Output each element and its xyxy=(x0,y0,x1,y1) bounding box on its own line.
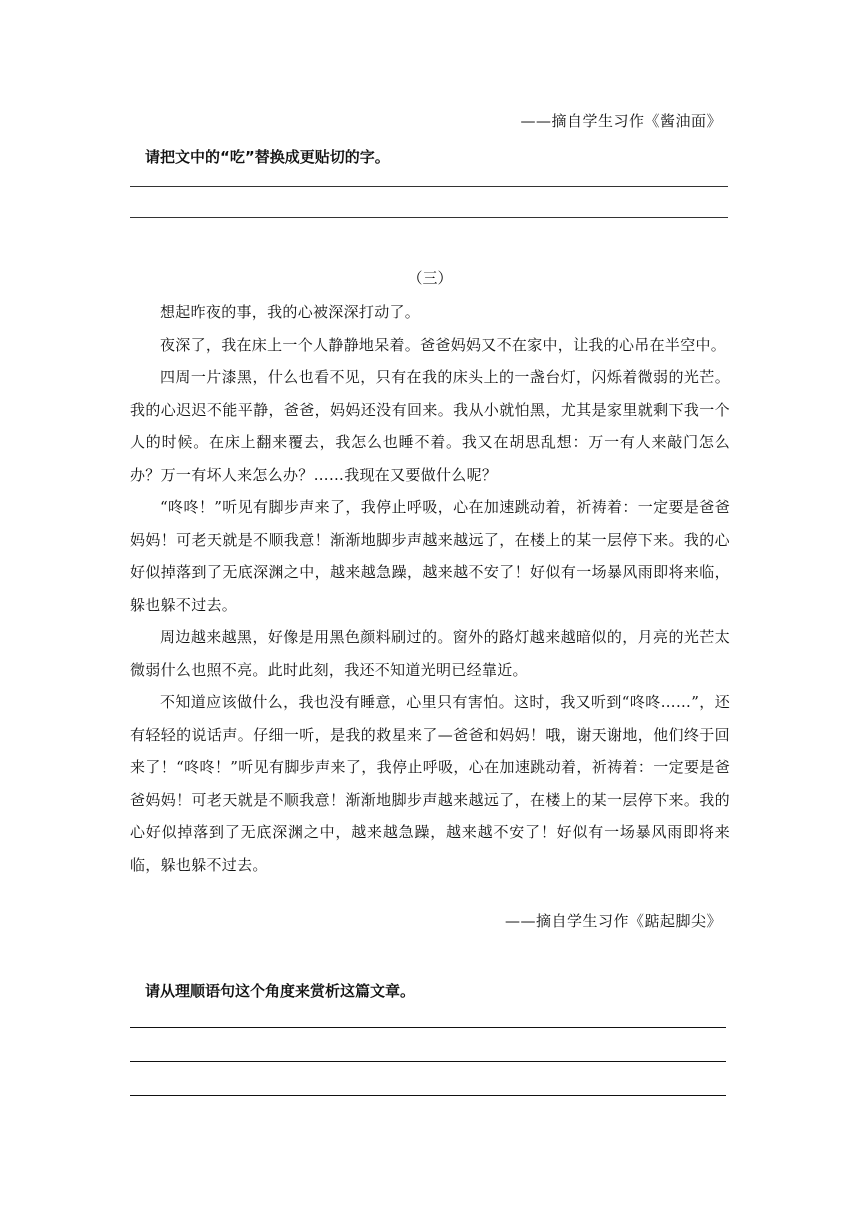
question-replace-word: 请把文中的“吃”替换成更贴切的字。 xyxy=(145,148,390,166)
passage xyxy=(130,296,730,881)
passage-paragraph: 周边越来越黑，好像是用黑色颜料刷过的。窗外的路灯越来越暗似的，月亮的光芒太微弱什么也照不亮。此时此刻，我还不知道光明已经靠近。 xyxy=(130,628,730,679)
passage-paragraph: “咚咚！”听见有脚步声来了，我停止呼吸，心在加速跳动着，祈祷着：一定要是爸爸妈妈！可老天就是不顺我意！渐渐地脚步声越来越远了，在楼上的某一层停下来。我的心好似掉落到了无底深渊之中，越来越急躁，越来越不安了！好似有一场暴风雨即将来临，躲也躲不过去。 xyxy=(130,498,730,614)
question-appreciate-article: 请从理顺语句这个角度来赏析这篇文章。 xyxy=(145,982,416,1000)
section-title: （三） xyxy=(407,269,453,287)
attribution-soy-noodles: ——摘自学生习作《酱油面》 xyxy=(520,112,722,130)
passage-paragraph: 想起昨夜的事，我的心被深深打动了。 xyxy=(160,303,421,321)
attribution-tiptoe: ——摘自学生习作《踮起脚尖》 xyxy=(504,912,722,930)
passage-paragraph: 四周一片漆黑，什么也看不见，只有在我的床头上的一盏台灯，闪烁着微弱的光芒。我的心迟迟不能平静，爸爸，妈妈还没有回来。我从小就怕黑，尤其是家里就剩下我一个人的时候。在床上翻来覆去，我怎么也睡不着。我又在胡思乱想：万一有人来敲门怎么办？万一有坏人来怎么办？……我现在又要做什么呢？ xyxy=(130,368,730,484)
answer-line[interactable] xyxy=(130,217,728,218)
answer-line[interactable] xyxy=(130,1095,726,1096)
answer-line[interactable] xyxy=(130,1061,726,1062)
answer-line[interactable] xyxy=(130,1027,726,1028)
passage-paragraph: 不知道应该做什么，我也没有睡意，心里只有害怕。这时，我又听到“咚咚……”，还有轻轻的说话声。仔细一听，是我的救星来了—爸爸和妈妈！哦，谢天谢地，他们终于回来了！“咚咚！”听见有脚步声来了，我停止呼吸，心在加速跳动着，祈祷着：一定要是爸爸妈妈！可老天就是不顺我意！渐渐地脚步声越来越远了，在楼上的某一层停下来。我的心好似掉落到了无底深渊之中，越来越急躁，越来越不安了！好似有一场暴风雨即将来临，躲也躲不过去。 xyxy=(130,693,730,874)
answer-line[interactable] xyxy=(130,186,728,187)
passage-paragraph: 夜深了，我在床上一个人静静地呆着。爸爸妈妈又不在家中，让我的心吊在半空中。 xyxy=(160,335,727,354)
